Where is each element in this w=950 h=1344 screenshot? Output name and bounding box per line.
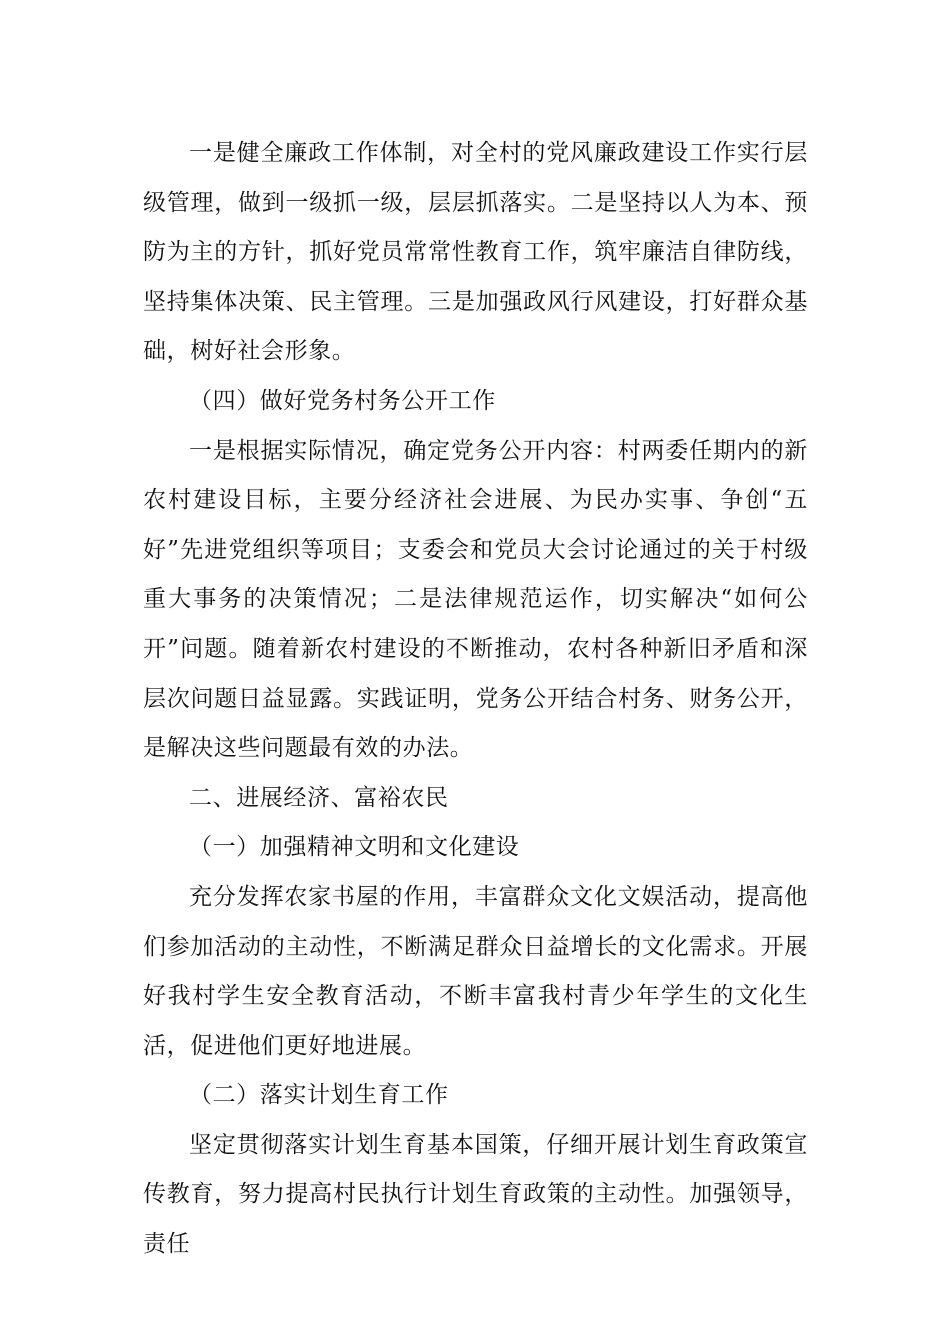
heading-party-affairs-disclosure: （四）做好党务村务公开工作 — [189, 387, 496, 414]
heading-family-planning: （二）落实计划生育工作 — [189, 1082, 449, 1109]
paragraph-farmhouse-library: 充分发挥农家书屋的作用，丰富群众文化文娱活动，提高他们参加活动的主动性，不断满足群众日益增长的文化需求。开展好我村学生安全教育活动，不断丰富我村青少年学生的文化生活，促进他们更好地进展。 — [143, 883, 808, 1059]
heading-spiritual-civilization: （一）加强精神文明和文化建设 — [189, 834, 520, 861]
paragraph-family-planning-policy: 坚定贯彻落实计划生育基本国策，仔细开展计划生育政策宣传教育，努力提高村民执行计划生育政策的主动性。加强领导，责任 — [143, 1131, 808, 1258]
heading-develop-economy: 二、进展经济、富裕农民 — [189, 784, 449, 811]
paragraph-disclosure-content: 一是根据实际情况，确定党务公开内容：村两委任期内的新农村建设目标，主要分经济社会进展、为民办实事、争创“五好”先进党组织等项目；支委会和党员大会讨论通过的关于村级重大事务的决策情况；二是法律规范运作，切实解决“如何公开”问题。随着新农村建设的不断推动，农村各种新旧矛盾和深层次问题日益显露。实践证明，党务公开结合村务、财务公开，是解决这些问题最有效的办法。 — [143, 437, 808, 762]
paragraph-integrity-system: 一是健全廉政工作体制，对全村的党风廉政建设工作实行层级管理，做到一级抓一级，层层抓落实。二是坚持以人为本、预防为主的方针，抓好党员常常性教育工作，筑牢廉洁自律防线，坚持集体决策、民主管理。三是加强政风行风建设，打好群众基础，树好社会形象。 — [143, 140, 808, 365]
document-body — [143, 129, 808, 1270]
